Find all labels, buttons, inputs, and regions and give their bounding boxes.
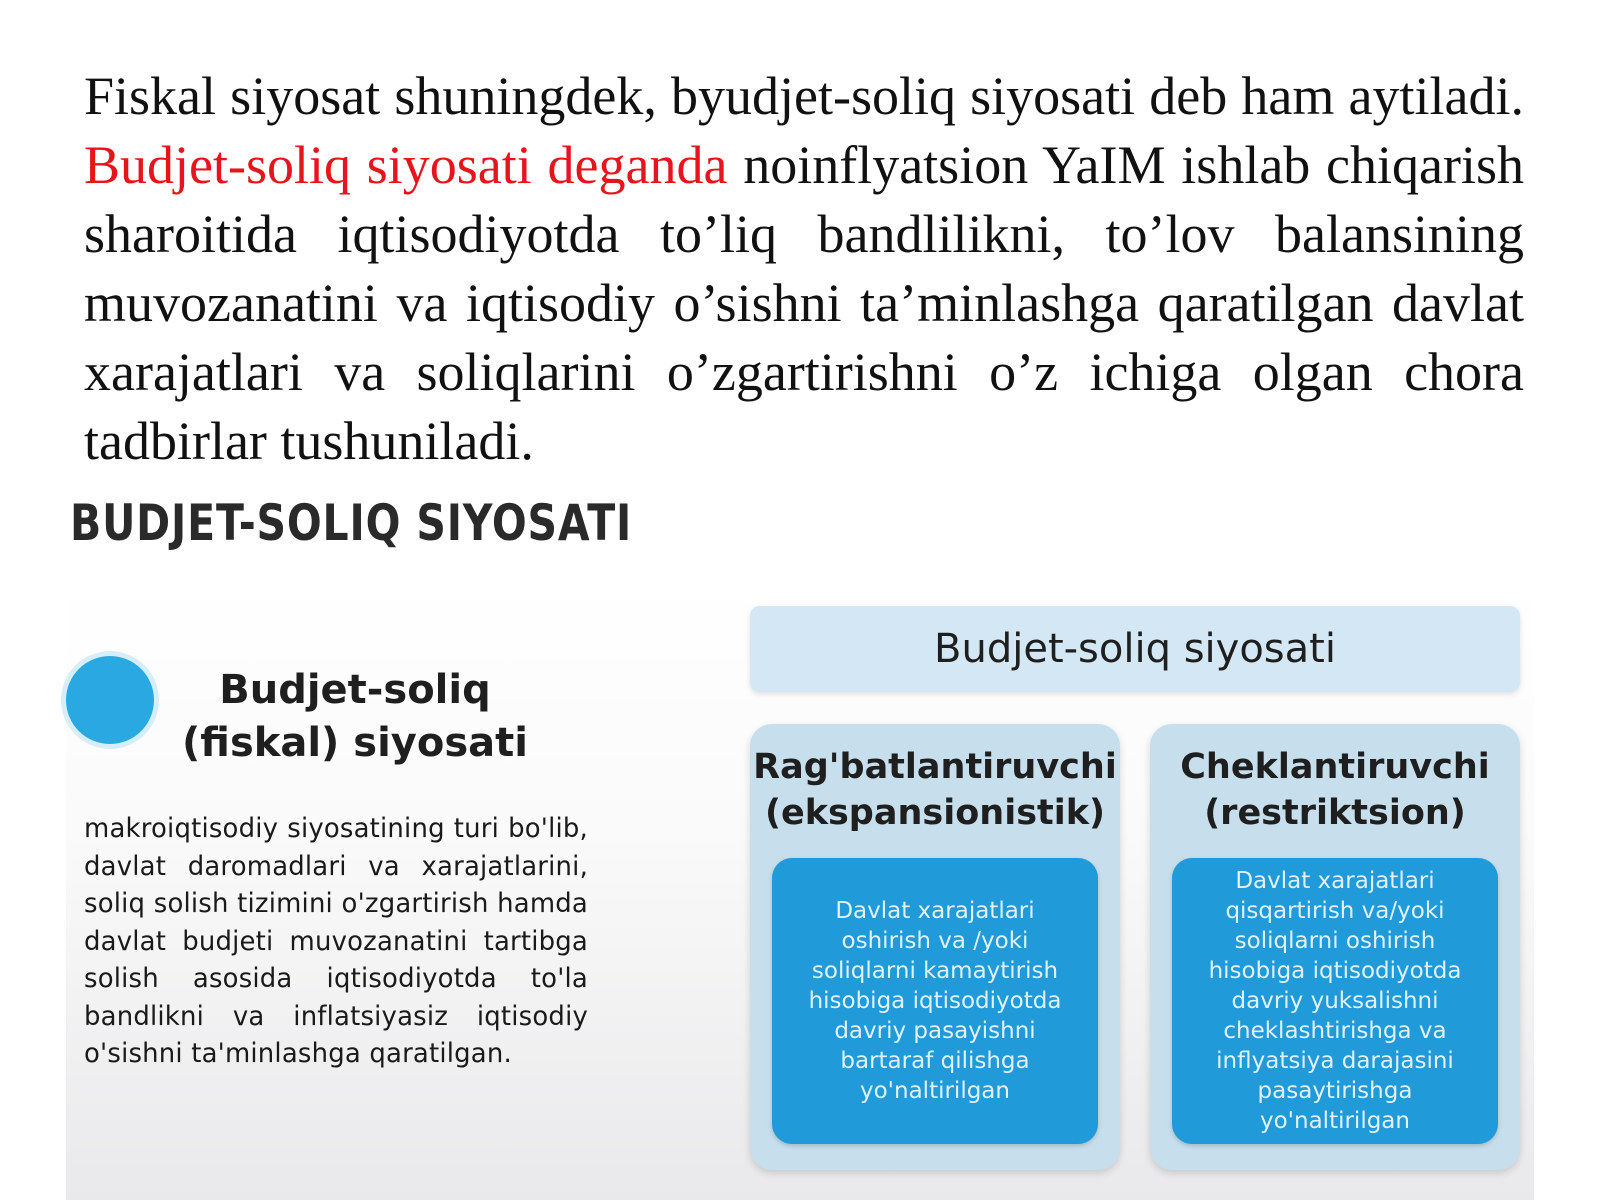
diagram-main-box — [750, 606, 1520, 692]
section-heading: BUDJET-SOLIQ SIYOSATI — [70, 494, 633, 552]
blue-circle-icon — [66, 656, 154, 744]
intro-text-end: noinflyatsion YaIM ishlab chiqarish sharoitida iqtisodiyotda to’liq bandlilikni, to’lov balansining muvozanatini va iqtisodiy o’sishni ta’minlashga qaratilgan davlat xarajatlari va soliqlarini o’zgartirishni o’z ichiga olgan chora tadbirlar tushuniladi. — [84, 135, 1524, 471]
column-description: Davlat xarajatlari qisqartirish va/yoki soliqlarni oshirish hisobiga iqtisodiyotda davriy yuksalishni cheklashtirishga va inflyatsiya darajasini pasaytirishga yo'naltirilgan — [1208, 868, 1462, 1134]
column-title-line2: (restriktsion) — [1204, 793, 1466, 833]
column-title — [750, 744, 1120, 836]
left-title-line2: (fiskal) siyosati — [182, 720, 528, 766]
intro-paragraph — [84, 62, 1524, 476]
intro-highlight: Budjet-soliq siyosati deganda — [84, 135, 728, 195]
column-description: Davlat xarajatlari oshirish va /yoki soliqlarni kamaytirish hisobiga iqtisodiyotda davriy pasayishni bartaraf qilishga yo'naltirilgan — [808, 898, 1062, 1104]
diagram-main-title: Budjet-soliq siyosati — [934, 626, 1336, 672]
column-description-box — [1172, 858, 1498, 1144]
diagram-column-restrictive — [1150, 724, 1520, 1170]
diagram-column-expansionary — [750, 724, 1120, 1170]
left-title — [170, 664, 540, 770]
column-description-box — [772, 858, 1098, 1144]
left-title-line1: Budjet-soliq — [219, 667, 491, 713]
column-title-line1: Cheklantiruvchi — [1180, 747, 1490, 787]
intro-text-start: Fiskal siyosat shuningdek, byudjet-soliq siyosati deb ham aytiladi. — [84, 66, 1524, 126]
left-description: makroiqtisodiy siyosatining turi bo'lib, davlat daromadlari va xarajatlarini, soliq solish tizimini o'zgartirish hamda davlat budjeti muvozanatini tartibga solish asosida iqtisodiyotda to'la bandlikni va inflatsiyasiz iqtisodiy o'sishni ta'minlashga qaratilgan. — [84, 813, 588, 1069]
column-title-line1: Rag'batlantiruvchi — [753, 747, 1117, 787]
column-title-line2: (ekspansionistik) — [764, 793, 1106, 833]
column-title — [1150, 744, 1520, 836]
